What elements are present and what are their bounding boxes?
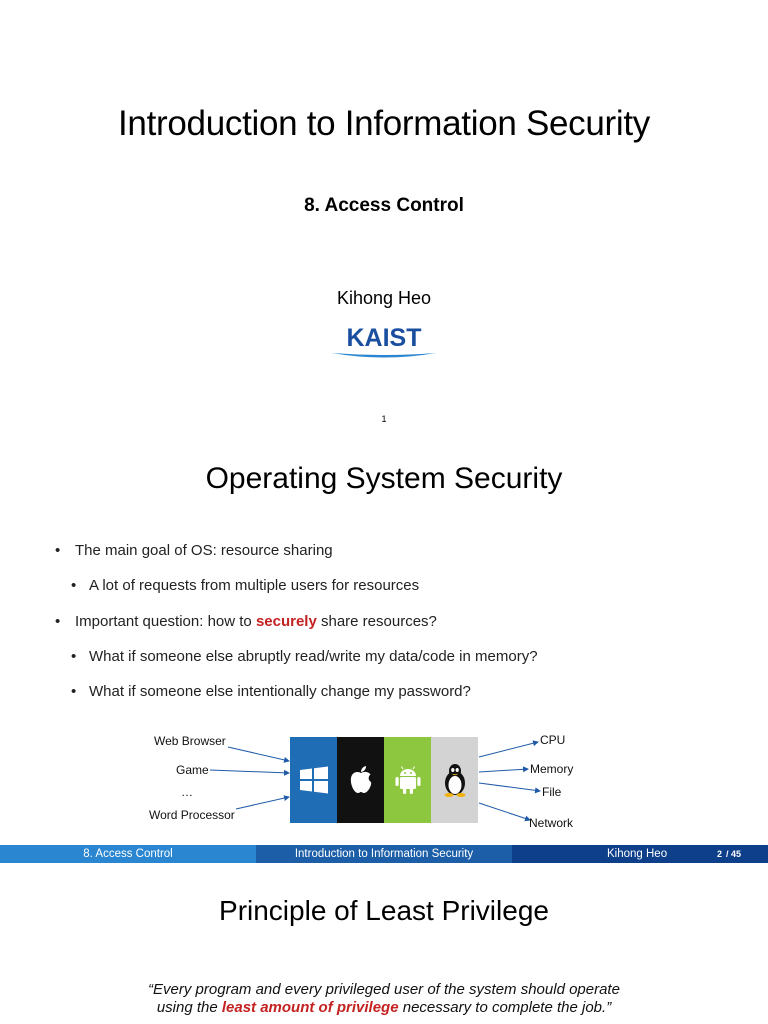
bullet-2-sub-2-text: What if someone else intentionally change my password? <box>89 683 471 700</box>
diagram-label-file: File <box>542 785 562 799</box>
bullet-2-highlight: securely <box>255 613 317 630</box>
quote-line-1: “Every program and every privileged user of the system should operate <box>148 981 620 998</box>
slide1-author: Kihong Heo <box>336 288 432 308</box>
os-logo-strip <box>290 737 478 823</box>
quote-line-2-suffix: necessary to complete the job.” <box>398 999 612 1016</box>
diagram-label-word-processor: Word Processor <box>149 808 235 822</box>
arrow-cpu <box>479 742 538 757</box>
kaist-logo-text: KAIST <box>346 324 422 352</box>
footer-author: Kihong Heo <box>607 848 668 860</box>
bullet-1-sub-1-text: A lot of requests from multiple users for resources <box>89 577 420 594</box>
diagram-label-network: Network <box>529 816 574 830</box>
bullet-2: • Important question: how to securely share resources? <box>55 613 437 630</box>
footer-page: 2 <box>717 849 723 859</box>
slide-footer <box>0 845 768 863</box>
bullet-2-sub-2: • What if someone else intentionally change my password? <box>71 683 471 700</box>
diagram-label-ellipsis: … <box>181 785 193 799</box>
arrow-web-browser <box>228 747 289 761</box>
slide1-title: Introduction to Information Security <box>118 104 650 143</box>
bullet-1-sub-1: • A lot of requests from multiple users for resources <box>71 577 420 594</box>
slide1-subtitle: 8. Access Control <box>304 195 464 216</box>
arrow-memory <box>479 769 528 772</box>
bullet-1-text: The main goal of OS: resource sharing <box>75 542 333 559</box>
quote-line-2 <box>0 999 768 1016</box>
bullet-2-sub-1-text: What if someone else abruptly read/write my data/code in memory? <box>89 648 538 665</box>
quote-line-2-prefix: using the <box>156 999 222 1016</box>
apple-icon <box>337 737 384 823</box>
slide2-title: Operating System Security <box>205 462 563 495</box>
diagram-label-memory: Memory <box>530 762 574 776</box>
bullet-2-prefix: Important question: how to <box>75 613 256 630</box>
bullet-2-sub-1: • What if someone else abruptly read/write my data/code in memory? <box>71 648 538 665</box>
footer-right <box>512 845 768 863</box>
linux-tux-icon <box>431 737 478 823</box>
arrow-word-processor <box>236 797 289 809</box>
bullet-2-suffix: share resources? <box>316 613 437 630</box>
diagram-label-web-browser: Web Browser <box>154 734 226 748</box>
arrow-file <box>479 783 540 791</box>
slide3-title: Principle of Least Privilege <box>219 895 549 926</box>
bullet-1: • The main goal of OS: resource sharing <box>55 542 333 559</box>
footer-total: / 45 <box>726 849 742 859</box>
footer-course: Introduction to Information Security <box>256 845 512 863</box>
arrow-network <box>479 803 530 820</box>
slide1-page-number: 1 <box>381 414 387 424</box>
footer-section: 8. Access Control <box>0 845 256 863</box>
kaist-logo <box>330 324 438 360</box>
diagram-label-cpu: CPU <box>540 733 566 747</box>
quote-highlight: least amount of privilege <box>221 999 399 1016</box>
diagram-label-game: Game <box>176 763 209 777</box>
android-icon <box>384 737 431 823</box>
arrow-game <box>210 770 289 773</box>
windows-icon <box>290 737 337 823</box>
